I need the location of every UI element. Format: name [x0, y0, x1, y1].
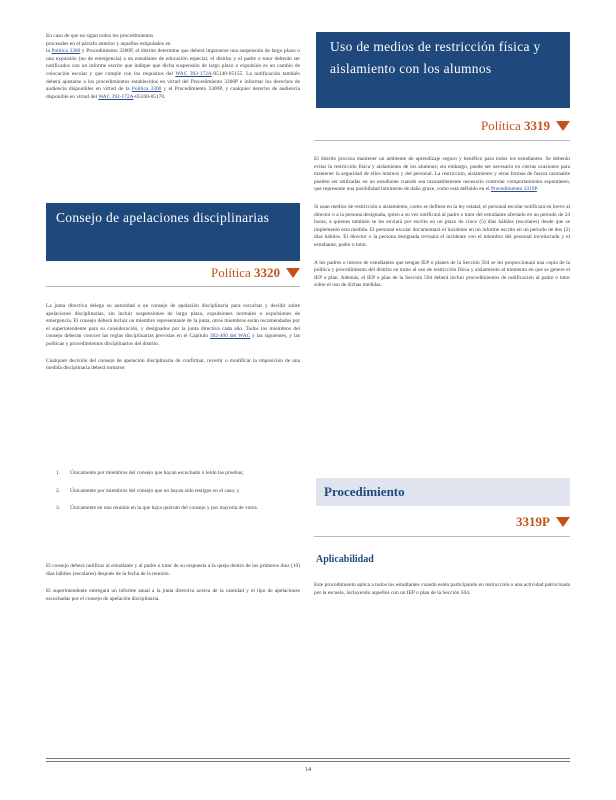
- procedure-3319p-link[interactable]: Procedimiento 3319P: [490, 186, 537, 193]
- para-4: El superintendente entregará un informe anual a la junta directiva acerca de la cantidad y el tipo de apelaciones escuchadas por el consejo de apelación disciplinaria.: [46, 588, 300, 602]
- para-1: La junta directiva delega su autoridad a un consejo de apelación disciplinaria para escuchar y decidir sobre apelaciones disciplinarias, sin incluir suspensiones de largo plazo, expulsiones normales o expulsiones de emergencia. El consejo deberá incluir un miembro representante de la junta, otros miembros serán recomendados por el superintendente para su consideración, y designados por la junta directiva cada año. Todos los miembros del consejo deberán conocer las reglas disciplinarias previstas en el Capítulo: [46, 303, 300, 340]
- intro-text-4: -05160-05170.: [133, 93, 166, 100]
- triangle-down-icon: [556, 121, 570, 131]
- triangle-down-icon: [556, 517, 570, 527]
- procedure-title-box: [316, 478, 570, 506]
- policy-3300-link-2[interactable]: Política 3300: [131, 86, 162, 93]
- list-item: 3. Únicamente en una reunión en la que haya quórum del consejo y por mayoría de votos.: [56, 505, 259, 512]
- divider: [46, 286, 300, 287]
- procedure-title: Procedimiento: [324, 484, 405, 499]
- para-1-rest: .: [536, 186, 539, 193]
- page-number: 14: [305, 767, 311, 773]
- footer-rule: [46, 758, 570, 762]
- footer: [46, 758, 570, 773]
- section-title: Consejo de apelaciones disciplinarias: [56, 210, 270, 225]
- procedure-3319p-heading: [314, 514, 570, 530]
- wac-link-2[interactable]: WAC 392-172A: [98, 93, 134, 100]
- para-3: A los padres o tutores de estudiantes que tengan IEP o planes de la Sección 504 se les proporcionará una copia de la política y procedimiento del distrito en torno al uso de restricción física y aislamiento al momento en que se genere el IEP o plan. Además, el IEP o plan de la Sección 504 deberá incluir procedimientos de notificación al padre o tutor sobre el uso de dichas medidas.: [314, 259, 570, 289]
- policy-3320-closing: [46, 563, 300, 603]
- intro-line-1: En caso de que no sigan todos los procedimientos: [46, 33, 154, 39]
- intro-text-prefix: la: [46, 48, 52, 55]
- policy-3319-body: [314, 156, 570, 290]
- section-title-box: [46, 203, 300, 261]
- decision-list: [46, 470, 300, 513]
- intro-text-2: -05140-05155. La notificación también deberá ajustarse a los procedimientos establecidos en virtud del Procedimiento 3300P e informar los derechos de audiencia disponibles en virtud de la: [46, 70, 300, 93]
- policy-3319-heading: [314, 118, 570, 134]
- triangle-down-icon: [286, 268, 300, 278]
- para-1: El distrito procura mantener un ambiente de aprendizaje seguro y benéfico para todos los estudiantes. Se deberán evitar la restricción física y aislamiento de los alumnos; sin embargo, puede ser necesario en ciertas ocasiones para mantener la seguridad de ellos mismos y del personal. La restricción, aislamiento y otras formas de fuerza razonable pueden ser utilizadas en un estudiante cuando sea razonablemente necesario controlar comportamiento espontáneo, que represente una posibilidad inminente de daño grave, como está definido en el: [314, 156, 570, 193]
- intro-paragraph: [46, 33, 300, 101]
- section-title-box: [316, 32, 570, 108]
- divider: [314, 536, 570, 537]
- policy-3320-body: [46, 303, 300, 373]
- divider: [314, 140, 570, 141]
- para-1-rest: y las siguientes, y las políticas y procedimientos disciplinarios del distrito.: [46, 333, 301, 347]
- policy-number: 3319: [524, 118, 550, 133]
- wac-link[interactable]: WAC 392-172A: [175, 70, 212, 77]
- policy-number: 3320: [254, 265, 280, 280]
- subheading: Aplicabilidad: [316, 554, 374, 565]
- para-2: Si usan medios de restricción o aislamiento, como se definen en la ley estatal, el personal escolar notificará en breve al director o a la persona designada, quien a su vez notificará al padre o tutor del estudiante afectado en un periodo de 24 horas, a quienes también se les enviará por escrito en un plazo de cinco (5) días hábiles (escolares) desde que se implementó esta medida. El personal escolar documentará el incidente en un informe escrito en un periodo de dos (2) días hábiles. El director o la persona designada revisará el incidente con el miembro del personal involucrado y el estudiante, padre o tutor.: [314, 203, 570, 248]
- intro-text-3: y el Procedimiento 3300P, y cualquier derecho de audiencia disponible en virtud del: [46, 86, 300, 100]
- policy-label: Política: [211, 265, 251, 280]
- intro-text-1: y Procedimiento 3300P, el distrito determine que deberá imponerse una suspensión de largo plazo o una expulsión (no de emergencia) a un estudiante de educación especial, el distrito y el padre o tutor deberán ser notificados con un informe escrito que indique que dicha suspensión de largo plazo o expulsión es un cambio de colocación escolar y que cumple con los requisitos del: [46, 48, 300, 77]
- procedure-number: 3319P: [516, 514, 550, 529]
- wac-chapter-link[interactable]: 392-400 del WAC: [209, 333, 251, 340]
- list-item: 1. Únicamente por miembros del consejo que hayan escuchado o leído las pruebas;: [56, 470, 244, 476]
- para-3: El consejo deberá notificar al estudiante y al padre o tutor de su respuesta a la queja dentro de los primeros diez (10) días hábiles (escolares) después de la fecha de la reunión.: [46, 563, 300, 577]
- para-2: Cualquier decisión del consejo de apelación disciplinaria de confirmar, revertir o modificar la imposición de una medida disciplinaria deberá tomarse:: [46, 357, 300, 372]
- policy-3320-heading: [46, 265, 300, 281]
- intro-line-2: procesales en el párrafo anterior y aquellos estipulados en: [46, 40, 171, 47]
- list-item: 2. Únicamente por miembros del consejo que no hayan sido testigos en el caso; y: [56, 487, 240, 494]
- para-4: Este procedimiento aplica a todos los estudiantes cuando estén participando en instrucción o una actividad patrocinada por la escuela, incluyendo aquellos con un IEP o plan de la Sección 504.: [314, 582, 570, 596]
- policy-3300-link[interactable]: Política 3300: [51, 48, 81, 55]
- section-title: Uso de medios de restricción física y aislamiento con los alumnos: [330, 39, 541, 76]
- applicability-body: [314, 582, 570, 597]
- policy-label: Política: [481, 118, 521, 133]
